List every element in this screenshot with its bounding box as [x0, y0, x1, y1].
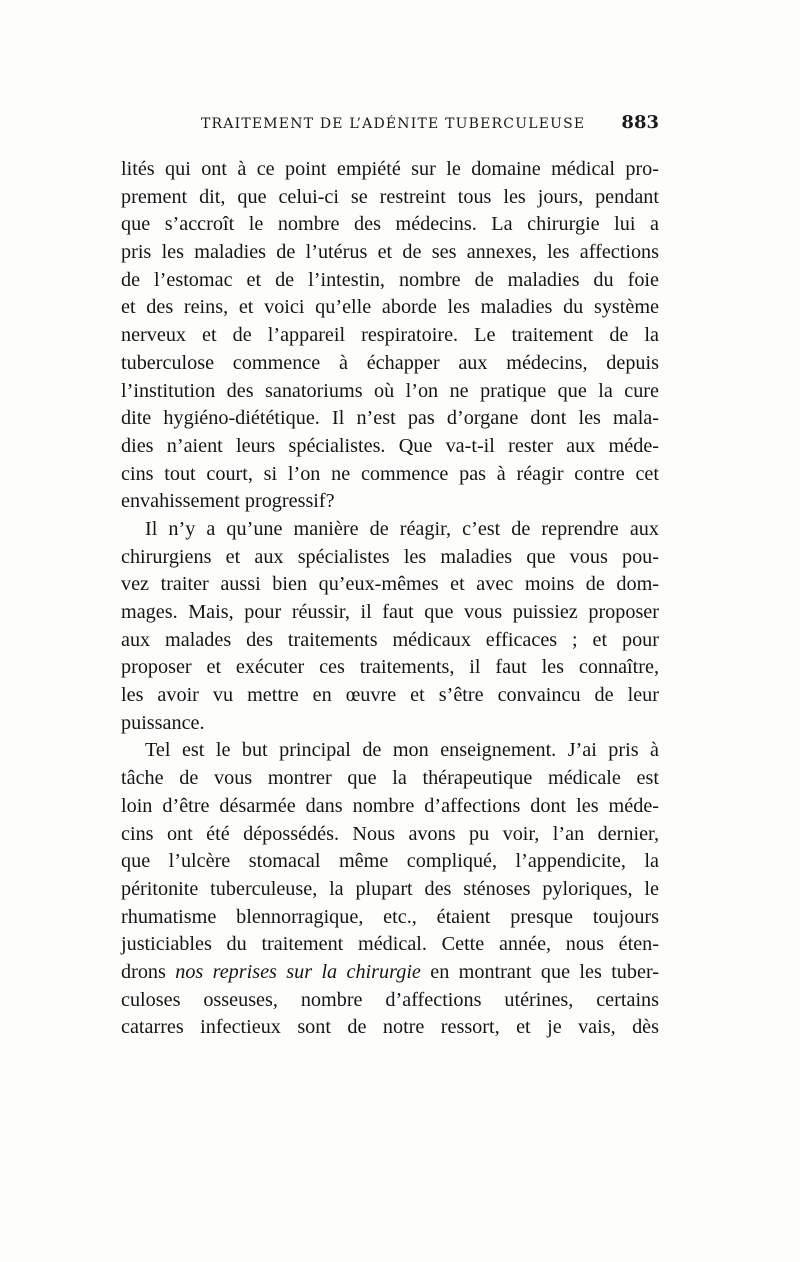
text-line: nerveux et de l’appareil respiratoire. Le traitement de la [121, 324, 659, 347]
running-head [121, 112, 659, 136]
text-line: justiciables du traitement médical. Cette année, nous éten- [121, 933, 659, 956]
text-line: lités qui ont à ce point empiété sur le domaine médical pro- [121, 158, 659, 180]
text-line: de l’estomac et de l’intestin, nombre de maladies du foie [121, 268, 659, 291]
text-line: aux malades des traitements médicaux efficaces ; et pour [121, 628, 659, 651]
page-number: 883 [621, 112, 659, 133]
text-line: dite hygiéno-diététique. Il n’est pas d’organe dont les mala- [121, 407, 659, 430]
text-line: tuberculose commence à échapper aux médecins, depuis [121, 351, 659, 374]
text-line: dies n’aient leurs spécialistes. Que va-t-il rester aux méde- [121, 434, 659, 457]
text-line-with-italic [121, 959, 659, 987]
text-line: mages. Mais, pour réussir, il faut que vous puissiez proposer [121, 601, 659, 623]
text-line: rhumatisme blennorragique, etc., étaient presque toujours [121, 905, 659, 928]
italic-line-suffix: en montrant que les tuber- [420, 960, 659, 983]
text-line: l’institution des sanatoriums où l’on ne pratique que la cure [121, 379, 659, 402]
text-line: proposer et exécuter ces traitements, il faut les connaître, [121, 656, 659, 679]
text-line: les avoir vu mettre en œuvre et s’être convaincu de leur [121, 684, 659, 707]
text-line: culoses osseuses, nombre d’affections utérines, certains [121, 988, 659, 1011]
italic-phrase: nos reprises sur la chirurgie [175, 960, 421, 983]
text-line: catarres infectieux sont de notre ressort, et je vais, dès [121, 1016, 659, 1039]
text-line: vez traiter aussi bien qu’eux-mêmes et avec moins de dom- [121, 573, 659, 596]
text-line: prement dit, que celui-ci se restreint tous les jours, pendant [121, 185, 659, 208]
text-line: puissance. [121, 711, 205, 734]
text-line: et des reins, et voici qu’elle aborde les maladies du système [121, 296, 659, 319]
text-line: cins ont été dépossédés. Nous avons pu voir, l’an dernier, [121, 822, 659, 845]
text-line: tâche de vous montrer que la thérapeutique médicale est [121, 767, 659, 790]
text-line: chirurgiens et aux spécialistes les maladies que vous pou- [121, 545, 659, 568]
text-line: que s’accroît le nombre des médecins. La chirurgie lui a [121, 213, 659, 236]
text-line: pris les maladies de l’utérus et de ses annexes, les affections [121, 241, 659, 264]
text-line: que l’ulcère stomacal même compliqué, l’appendicite, la [121, 850, 659, 873]
text-line: envahissement progressif? [121, 490, 335, 513]
text-line: loin d’être désarmée dans nombre d’affections dont les méde- [121, 794, 659, 817]
italic-line-prefix: drons [121, 960, 176, 983]
text-line: Il n’y a qu’une manière de réagir, c’est de reprendre aux [145, 517, 659, 540]
body-text [121, 156, 659, 1042]
text-line: péritonite tuberculeuse, la plupart des sténoses pyloriques, le [121, 877, 659, 900]
text-line: cins tout court, si l’on ne commence pas à réagir contre cet [121, 462, 659, 485]
running-title: TRAITEMENT DE L’ADÉNITE TUBERCULEUSE [201, 116, 586, 132]
text-line: Tel est le but principal de mon enseignement. J’ai pris à [145, 739, 659, 762]
